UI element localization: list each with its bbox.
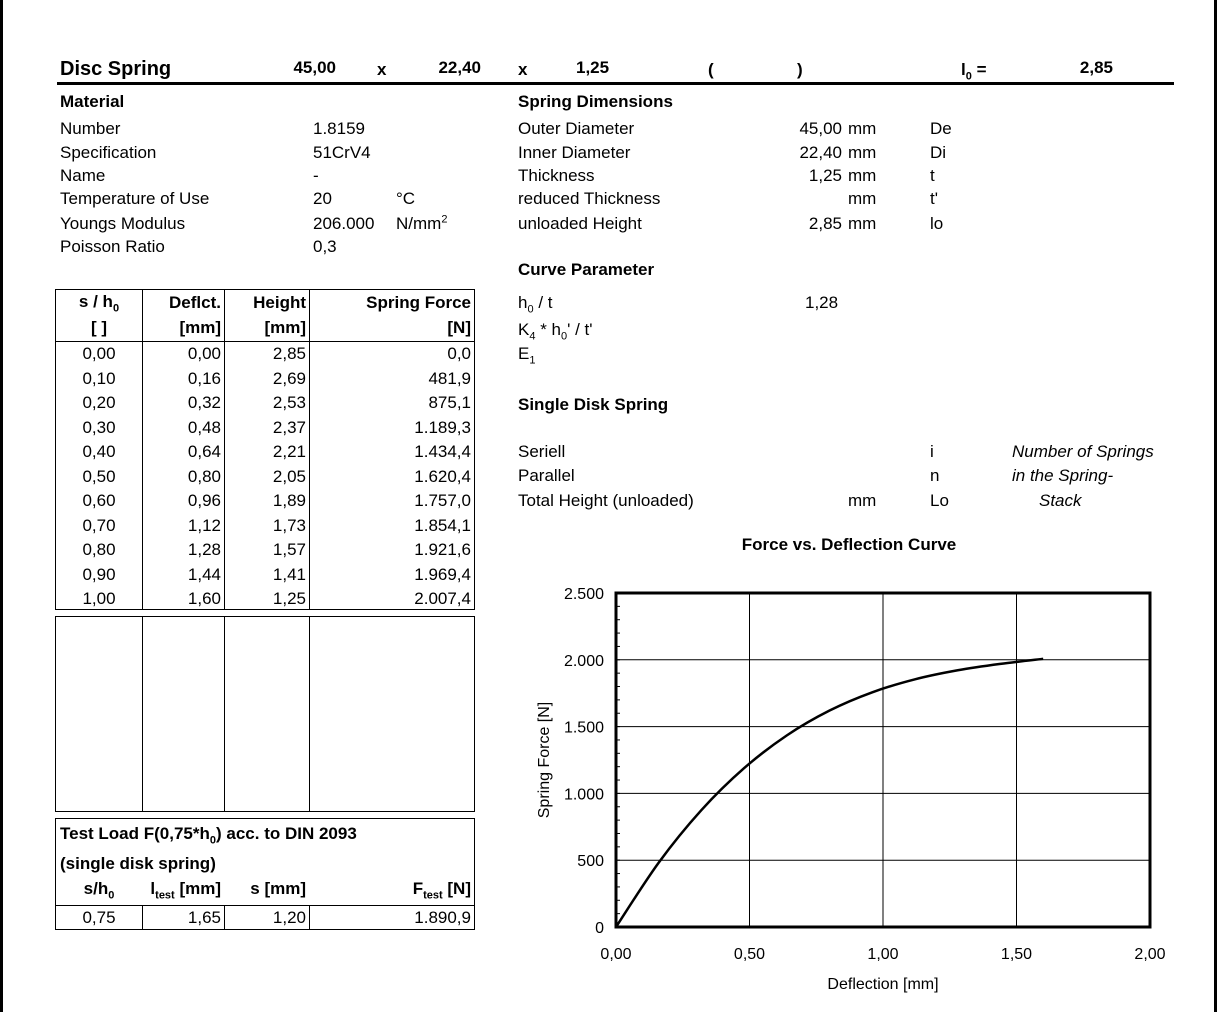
y-tick-label: 0 (595, 920, 604, 937)
table-cell: 481,9 (428, 368, 471, 388)
seriell-symbol: i (930, 442, 934, 461)
test-col-ltest: $l_{test}$ [mm] (150, 879, 221, 902)
sheet-title: Disc Spring (60, 58, 172, 80)
x-tick-label: 1,50 (1000, 946, 1033, 963)
dimension-value: 1,25 (808, 166, 842, 185)
table-cell: 0,64 (187, 442, 221, 461)
header-inner-diameter: 22,40 (438, 58, 481, 77)
x-tick-label: 0,00 (600, 946, 632, 963)
stack-note-line: Stack (1039, 491, 1082, 510)
chart-title: Force vs. Deflection Curve (741, 535, 957, 554)
table-cell: 1.434,4 (414, 442, 471, 461)
col-header-spring-force-unit: [N] (447, 318, 471, 337)
test-load-title: Test Load $F(0,75*h_0)$ acc. to DIN 2093 (60, 824, 357, 847)
table-cell: 0,70 (82, 515, 116, 535)
col-header-s-h0-unit: [ ] (90, 318, 108, 337)
dimension-unit: mm (848, 189, 877, 208)
material-label: Poisson Ratio (60, 237, 165, 256)
stack-note-line: Number of Springs (1012, 442, 1154, 461)
y-tick-label: 500 (577, 853, 604, 871)
h0-over-t-label: $h_0$ / t (518, 293, 553, 316)
table-cell: 0,90 (82, 564, 116, 584)
table-cell: 1.854,1 (414, 515, 471, 535)
material-label: Number (60, 119, 121, 138)
table-cell: 0,16 (187, 368, 221, 388)
y-tick-label: 1.500 (563, 719, 604, 737)
table-cell: 2,37 (272, 417, 306, 437)
test-value-s: 1,20 (272, 908, 306, 927)
y-tick-label: 2.500 (563, 586, 604, 603)
x-axis-label: Deflection [mm] (827, 976, 939, 993)
dimensions-heading: Spring Dimensions (518, 92, 673, 111)
seriell-label: Seriell (518, 442, 566, 461)
test-value-s-h0: 0,75 (82, 908, 116, 927)
table-cell: 0,20 (82, 393, 116, 412)
dimension-unit: mm (848, 143, 877, 162)
dimension-symbol: De (930, 119, 952, 138)
material-label: Youngs Modulus (60, 214, 186, 233)
table-cell: 2,21 (272, 442, 306, 461)
y-tick-label: 1.000 (563, 786, 604, 804)
table-cell: 0,80 (187, 466, 221, 486)
col-header-s-h0: s / $h_0$ (78, 292, 120, 315)
test-value-ltest: 1,65 (187, 908, 221, 927)
table-cell: 2.007,4 (414, 589, 471, 608)
x-tick-label: 2,00 (1134, 946, 1166, 963)
material-label: Specification (60, 143, 157, 162)
material-value: 20 (313, 189, 332, 208)
col-header-deflection: Deflct. (169, 293, 221, 312)
test-value-ftest: 1.890,9 (414, 908, 471, 927)
table-cell: 1,28 (187, 540, 221, 559)
table-cell: 0,60 (82, 491, 116, 510)
curve-parameter-heading: Curve Parameter (518, 260, 655, 279)
table-cell: 1,73 (272, 515, 306, 535)
total-height-symbol: Lo (930, 491, 949, 510)
table-cell: 1.620,4 (414, 466, 471, 486)
table-cell: 0,50 (82, 466, 116, 486)
table-cell: 0,80 (82, 540, 116, 559)
header-times-2: x (518, 60, 528, 79)
dimension-value: 22,40 (799, 143, 842, 162)
material-label: Temperature of Use (60, 189, 210, 208)
e1-label: $E_1$ (518, 344, 536, 367)
table-cell: 2,05 (272, 466, 306, 486)
table-cell: 1,60 (187, 589, 221, 608)
table-cell: 0,96 (187, 491, 221, 510)
table-cell: 1,57 (272, 540, 306, 559)
table-cell: 2,85 (272, 344, 306, 363)
table-cell: 0,0 (447, 344, 471, 363)
table-cell: 1,25 (272, 589, 306, 608)
dimension-symbol: Di (930, 143, 947, 162)
col-header-height: Height (253, 293, 306, 312)
dimension-unit: mm (848, 166, 877, 185)
dimension-value: 45,00 (799, 119, 842, 138)
total-height-label: Total Height (unloaded) (518, 491, 694, 510)
material-value: 0,3 (313, 237, 337, 256)
dimension-symbol: lo (930, 214, 944, 233)
table-cell: 0,30 (82, 417, 116, 437)
material-unit: $N/mm^2$ (396, 213, 448, 233)
single-disk-heading: Single Disk Spring (518, 395, 669, 414)
table-cell: 1,41 (272, 564, 306, 584)
header-thickness: 1,25 (576, 58, 610, 77)
header-outer-diameter: 45,00 (293, 58, 336, 77)
dimension-symbol: t (930, 166, 935, 185)
table-cell: 875,1 (428, 393, 471, 412)
x-tick-label: 0,50 (733, 946, 766, 963)
material-value: - (313, 166, 319, 185)
test-col-s: s [mm] (250, 879, 306, 898)
dimension-label: unloaded Height (518, 214, 642, 233)
table-cell: 1.921,6 (414, 540, 471, 559)
y-axis-label: Spring Force [N] (536, 701, 553, 819)
col-header-spring-force: Spring Force (366, 293, 471, 312)
test-col-ftest: $F_{test}$ [N] (412, 879, 471, 902)
table-cell: 0,32 (187, 393, 221, 412)
material-unit: °C (396, 189, 416, 208)
dimension-label: Outer Diameter (518, 119, 635, 138)
stack-note-line: in the Spring- (1012, 466, 1114, 485)
test-col-s-h0: $s/h_0$ (83, 879, 115, 902)
test-load-subtitle: (single disk spring) (60, 854, 216, 873)
table-cell: 1.757,0 (414, 491, 471, 510)
x-tick-label: 1,00 (867, 946, 899, 963)
header-paren-close: ) (797, 60, 803, 79)
material-heading: Material (60, 92, 125, 111)
col-header-height-unit: [mm] (264, 318, 306, 337)
total-height-unit: mm (848, 491, 877, 510)
table-cell: 2,53 (272, 393, 306, 412)
dimension-label: Thickness (518, 166, 595, 185)
dimension-label: reduced Thickness (518, 189, 661, 208)
material-value: 206.000 (313, 214, 375, 233)
header-l0-label: $l_0$ = (961, 60, 987, 83)
table-cell: 1,12 (187, 515, 221, 535)
table-cell: 0,40 (82, 442, 116, 461)
table-cell: 0,10 (82, 368, 116, 388)
parallel-symbol: n (930, 466, 940, 485)
table-cell: 1,44 (187, 564, 221, 584)
table-cell: 2,69 (272, 368, 306, 388)
k4-label: $K_4 * h_0'$ / t' (518, 320, 593, 343)
parallel-label: Parallel (518, 466, 575, 485)
table-cell: 0,00 (82, 344, 116, 363)
dimension-symbol: t' (930, 189, 938, 208)
table-cell: 1.969,4 (414, 564, 471, 584)
material-value: 51CrV4 (313, 143, 371, 162)
material-value: 1.8159 (313, 119, 365, 138)
material-label: Name (60, 166, 106, 185)
header-times-1: x (377, 60, 387, 79)
header-paren-open: ( (708, 60, 714, 79)
dimension-value: 2,85 (808, 214, 842, 233)
col-header-deflection-unit: [mm] (179, 318, 221, 337)
table-cell: 1.189,3 (414, 417, 471, 437)
table-cell: 0,00 (187, 344, 221, 363)
table-cell: 0,48 (187, 417, 221, 437)
dimension-unit: mm (848, 214, 877, 233)
header-l0-value: 2,85 (1079, 58, 1113, 77)
y-tick-label: 2.000 (563, 652, 604, 670)
dimension-unit: mm (848, 119, 877, 138)
h0-over-t-value: 1,28 (805, 293, 839, 312)
table-cell: 1,89 (272, 491, 306, 510)
dimension-label: Inner Diameter (518, 143, 631, 162)
table-cell: 1,00 (82, 589, 116, 608)
